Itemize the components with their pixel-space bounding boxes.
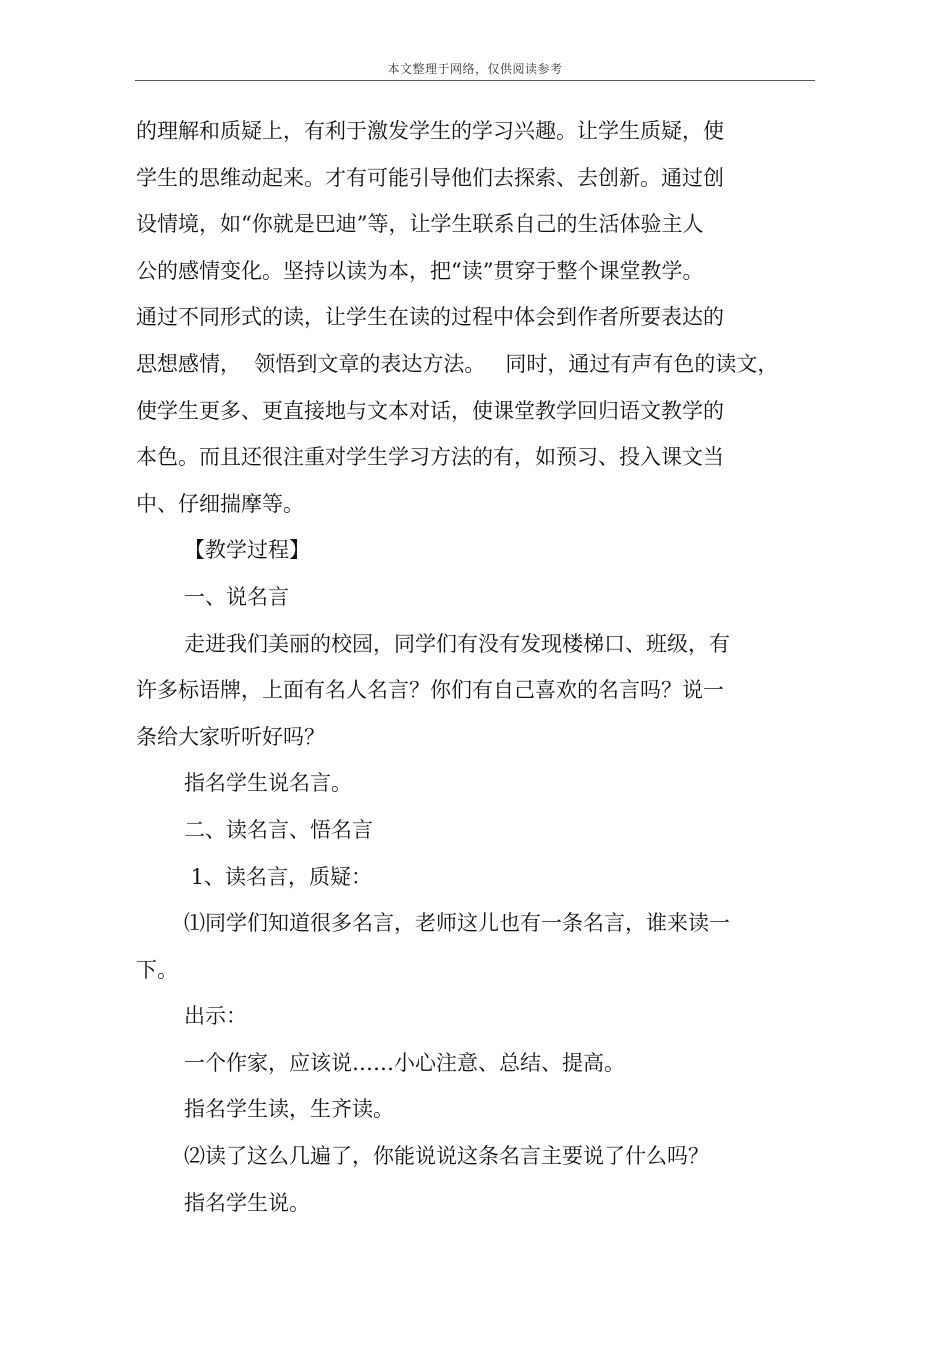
paragraph-line: 公的感情变化。坚持以读为本，把“读”贯穿于整个课堂教学。 xyxy=(136,258,704,283)
paragraph-line: 通过不同形式的读，让学生在读的过程中体会到作者所要表达的 xyxy=(136,305,724,330)
paragraph-line: 许多标语牌，上面有名人名言？你们有自己喜欢的名言吗？说一 xyxy=(136,678,724,703)
page-header: 本文整理于网络，仅供阅读参考 xyxy=(387,62,563,76)
paragraph-line: 指名学生说名言。 xyxy=(184,771,352,796)
list-item: 1、读名言，质疑： xyxy=(184,864,373,889)
header-divider xyxy=(135,80,815,81)
paragraph-line: 本色。而且还很注重对学生学习方法的有，如预习、投入课文当 xyxy=(136,445,724,470)
subsection-heading: 一、说名言 xyxy=(184,584,289,609)
list-item: ⑵读了这么几遍了，你能说说这条名言主要说了什么吗？ xyxy=(184,1144,709,1169)
paragraph-line: 设情境，如“你就是巴迪”等，让学生联系自己的生活体验主人 xyxy=(136,212,704,237)
paragraph-line: 学生的思维动起来。才有可能引导他们去探索、去创新。通过创 xyxy=(136,165,724,190)
paragraph-line: 中、仔细揣摩等。 xyxy=(136,491,304,516)
quote-line: 一个作家，应该说……小心注意、总结、提高。 xyxy=(184,1050,625,1075)
list-item: ⑴同学们知道很多名言，老师这儿也有一条名言，谁来读一 xyxy=(184,911,730,936)
paragraph-line: 下。 xyxy=(136,957,178,982)
subsection-heading: 二、读名言、悟名言 xyxy=(184,817,373,842)
paragraph-line: 指名学生读，生齐读。 xyxy=(184,1097,394,1122)
paragraph-line: 条给大家听听好吗？ xyxy=(136,724,325,749)
paragraph-line: 出示： xyxy=(184,1004,247,1029)
paragraph-line: 指名学生说。 xyxy=(184,1190,310,1215)
section-heading: 【教学过程】 xyxy=(184,538,310,563)
document-body xyxy=(136,108,816,1226)
paragraph-line: 的理解和质疑上，有利于激发学生的学习兴趣。让学生质疑，使 xyxy=(136,119,724,143)
paragraph-line: 思想感情， 领悟到文章的表达方法。 同时，通过有声有色的读文， xyxy=(136,351,779,376)
paragraph-line: 使学生更多、更直接地与文本对话，使课堂教学回归语文教学的 xyxy=(136,398,724,423)
paragraph-line: 走进我们美丽的校园，同学们有没有发现楼梯口、班级，有 xyxy=(184,631,730,656)
